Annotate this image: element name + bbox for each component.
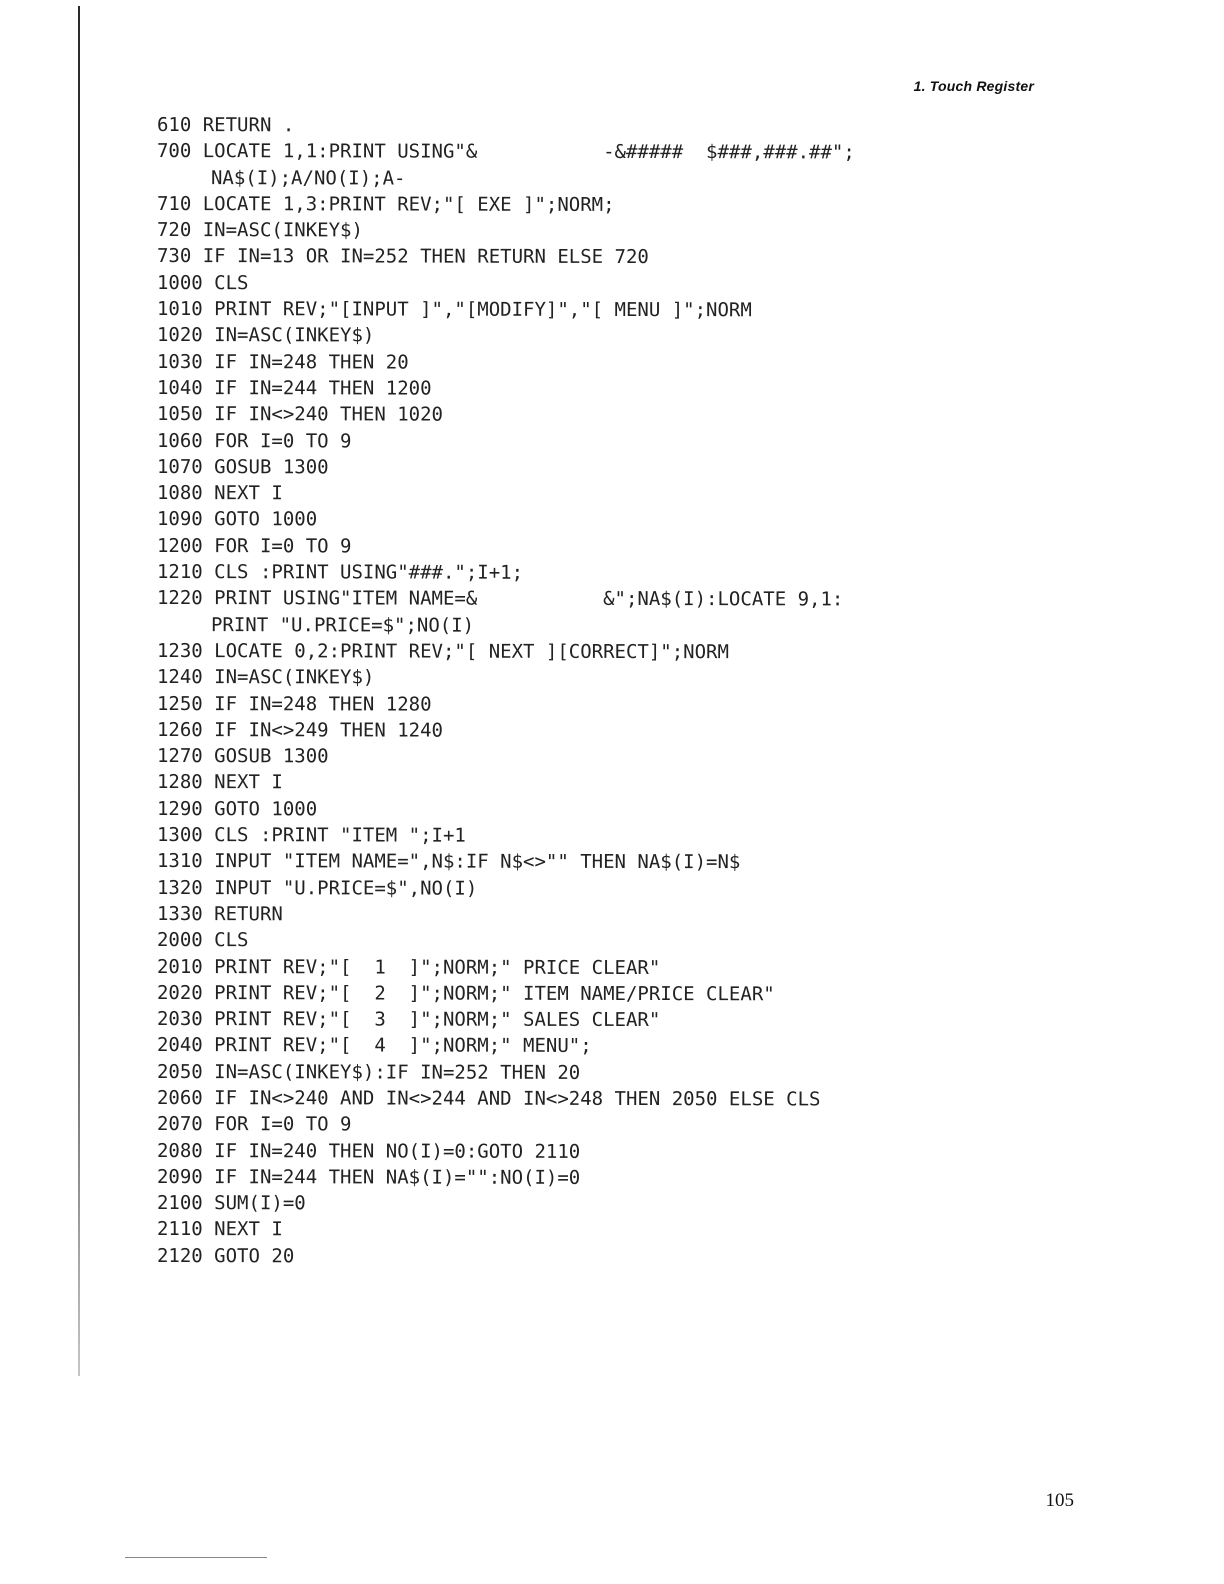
code-line: 2090 IF IN=244 THEN NA$(I)="":NO(I)=0 bbox=[156, 1165, 581, 1189]
basic-program-listing bbox=[157, 112, 977, 1269]
code-line: 710 LOCATE 1,3:PRINT REV;"[ EXE ]";NORM; bbox=[156, 192, 615, 216]
code-line: 1330 RETURN bbox=[156, 902, 283, 926]
code-line: 2120 GOTO 20 bbox=[156, 1244, 295, 1268]
code-line: 1080 NEXT I bbox=[156, 482, 283, 505]
code-line: 1060 FOR I=0 TO 9 bbox=[156, 429, 352, 452]
code-line: 1000 CLS bbox=[156, 271, 249, 294]
code-line: 1020 IN=ASC(INKEY$) bbox=[156, 324, 375, 347]
code-line: 1240 IN=ASC(INKEY$) bbox=[156, 666, 375, 689]
code-line: 1280 NEXT I bbox=[156, 771, 283, 794]
code-line: 1010 PRINT REV;"[INPUT ]","[MODIFY]","[ MENU ]";NORM bbox=[156, 298, 752, 322]
page-number: 105 bbox=[1045, 1490, 1074, 1511]
code-line: 1250 IF IN=248 THEN 1280 bbox=[156, 692, 432, 716]
code-line: 1050 IF IN<>240 THEN 1020 bbox=[156, 403, 444, 426]
bottom-rule bbox=[125, 1557, 267, 1558]
code-line: 1200 FOR I=0 TO 9 bbox=[156, 534, 352, 558]
code-line: 1290 GOTO 1000 bbox=[156, 797, 318, 821]
code-line: 1230 LOCATE 0,2:PRINT REV;"[ NEXT ][CORRECT]";NORM bbox=[156, 639, 729, 664]
code-line: 700 LOCATE 1,1:PRINT USING"& -&##### $###,###.##"; bbox=[156, 140, 855, 164]
code-line: 720 IN=ASC(INKEY$) bbox=[156, 219, 363, 242]
code-line: 2010 PRINT REV;"[ 1 ]";NORM;" PRICE CLEAR" bbox=[156, 955, 661, 979]
code-line: 1260 IF IN<>249 THEN 1240 bbox=[156, 718, 444, 742]
code-line: 1270 GOSUB 1300 bbox=[156, 745, 329, 768]
code-line: 2070 FOR I=0 TO 9 bbox=[156, 1113, 352, 1136]
code-line: 2000 CLS bbox=[156, 929, 249, 952]
code-line: 1070 GOSUB 1300 bbox=[156, 455, 329, 479]
code-line: 1210 CLS :PRINT USING"###.";I+1; bbox=[156, 561, 524, 584]
code-line: 610 RETURN . bbox=[156, 114, 295, 137]
code-line: 2050 IN=ASC(INKEY$):IF IN=252 THEN 20 bbox=[156, 1060, 581, 1084]
code-line: 1220 PRINT USING"ITEM NAME=& &";NA$(I):LOCATE 9,1: bbox=[156, 587, 844, 611]
code-line: 2100 SUM(I)=0 bbox=[156, 1192, 306, 1215]
code-line: 1040 IF IN=244 THEN 1200 bbox=[156, 376, 432, 400]
code-line: 730 IF IN=13 OR IN=252 THEN RETURN ELSE 720 bbox=[156, 245, 649, 269]
code-line: 2080 IF IN=240 THEN NO(I)=0:GOTO 2110 bbox=[156, 1139, 581, 1163]
code-line: 2040 PRINT REV;"[ 4 ]";NORM;" MENU"; bbox=[156, 1034, 592, 1058]
code-line: 1090 GOTO 1000 bbox=[156, 508, 318, 531]
code-line: 2060 IF IN<>240 AND IN<>244 AND IN<>248 THEN 2050 ELSE CLS bbox=[156, 1086, 821, 1111]
code-line: 1310 INPUT "ITEM NAME=",N$:IF N$<>"" THEN NA$(I)=N$ bbox=[156, 850, 741, 874]
code-line: 1300 CLS :PRINT "ITEM ";I+1 bbox=[156, 824, 466, 847]
code-line: 1030 IF IN=248 THEN 20 bbox=[156, 350, 409, 374]
binding-edge-line bbox=[78, 6, 80, 1376]
code-line: 2020 PRINT REV;"[ 2 ]";NORM;" ITEM NAME/PRICE CLEAR" bbox=[156, 981, 775, 1006]
code-line-continuation: PRINT "U.PRICE=$";NO(I) bbox=[210, 613, 475, 637]
code-line: 2110 NEXT I bbox=[156, 1218, 283, 1241]
code-line-continuation: NA$(I);A/NO(I);A- bbox=[210, 166, 406, 190]
code-line: 1320 INPUT "U.PRICE=$",NO(I) bbox=[156, 876, 478, 900]
running-header: 1. Touch Register bbox=[913, 78, 1034, 94]
code-line: 2030 PRINT REV;"[ 3 ]";NORM;" SALES CLEAR" bbox=[156, 1008, 661, 1032]
